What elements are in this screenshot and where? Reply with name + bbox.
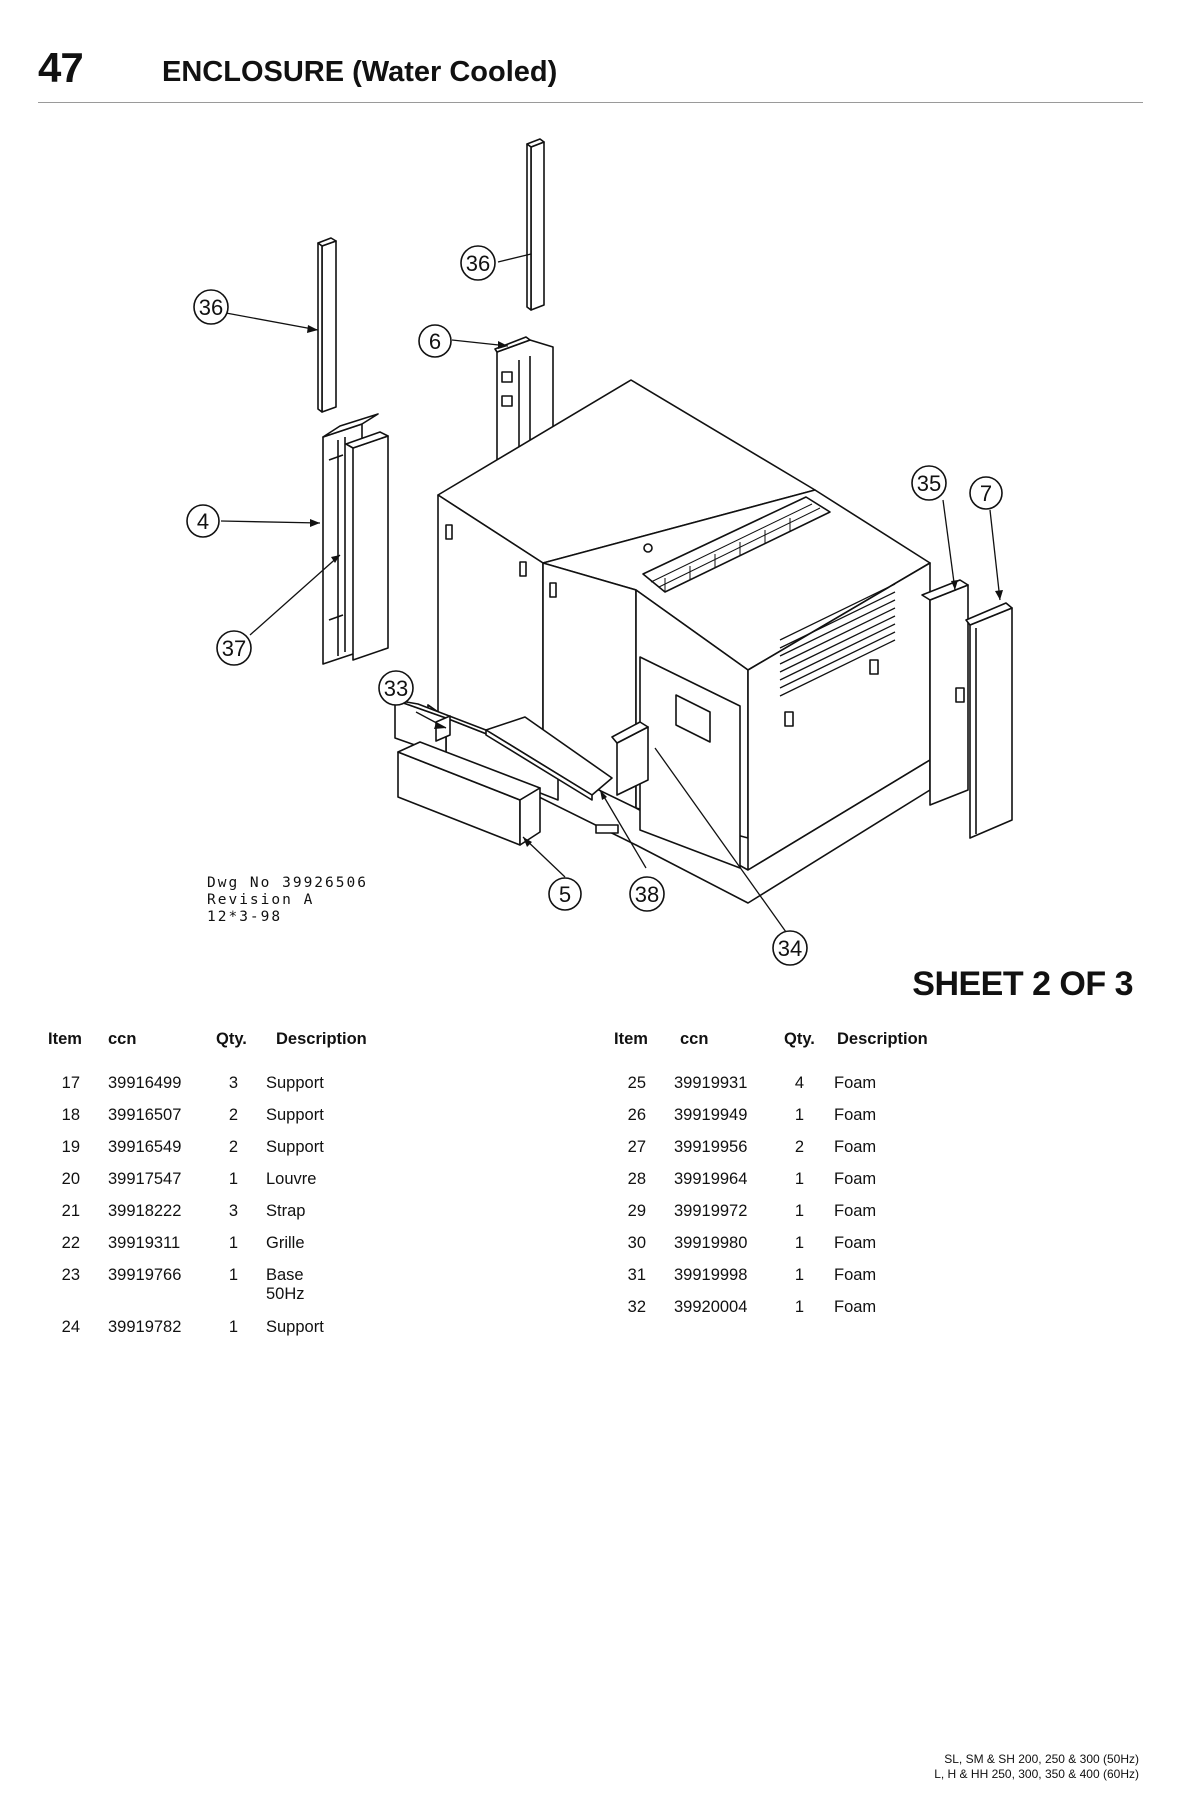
description: Support xyxy=(266,1106,324,1124)
column-header-description: Description xyxy=(837,1030,928,1048)
drawing-reference xyxy=(207,875,368,926)
description: Foam xyxy=(834,1298,877,1316)
table-row xyxy=(604,1266,1104,1286)
description: Grille xyxy=(266,1234,305,1252)
ccn: 39919766 xyxy=(108,1266,182,1284)
item-number: 28 xyxy=(627,1170,646,1188)
item-number: 18 xyxy=(61,1106,80,1124)
callout-38: 38 xyxy=(634,882,660,907)
quantity: 1 xyxy=(794,1106,804,1124)
item-number: 23 xyxy=(61,1266,80,1284)
sheet-label: SHEET 2 OF 3 xyxy=(912,965,1133,1003)
callout-4: 4 xyxy=(196,509,210,534)
table-row xyxy=(604,1202,1104,1222)
quantity: 2 xyxy=(228,1138,238,1156)
table-row xyxy=(38,1318,538,1338)
item-number: 22 xyxy=(61,1234,80,1252)
item-number: 25 xyxy=(627,1074,646,1092)
quantity: 4 xyxy=(794,1074,804,1092)
description-with-note xyxy=(266,1266,305,1304)
ccn: 39919311 xyxy=(108,1234,181,1252)
callout-34: 34 xyxy=(777,936,803,961)
ccn: 39919931 xyxy=(674,1074,748,1092)
drawing-revision: Revision A xyxy=(207,892,315,908)
ccn: 39920004 xyxy=(674,1298,748,1316)
footer-models-60hz: L, H & HH 250, 300, 350 & 400 (60Hz) xyxy=(934,1766,1139,1781)
quantity: 2 xyxy=(794,1138,804,1156)
item-number: 20 xyxy=(61,1170,80,1188)
ccn: 39919980 xyxy=(674,1234,748,1252)
column-header-item: Item xyxy=(614,1030,648,1048)
column-header-ccn: ccn xyxy=(108,1030,137,1048)
table-row xyxy=(38,1234,538,1254)
column-header-description: Description xyxy=(276,1030,367,1048)
table-row xyxy=(604,1298,1104,1318)
page-number: 47 xyxy=(38,44,83,91)
quantity: 3 xyxy=(228,1074,238,1092)
ccn: 39916499 xyxy=(108,1074,182,1092)
description: Louvre xyxy=(266,1170,317,1188)
description: Strap xyxy=(266,1202,306,1220)
description: Foam xyxy=(834,1266,877,1284)
item-number: 17 xyxy=(61,1074,80,1092)
quantity: 1 xyxy=(228,1170,238,1188)
callout-7: 7 xyxy=(979,481,993,506)
table-row xyxy=(604,1234,1104,1254)
quantity: 1 xyxy=(794,1298,804,1316)
description: Foam xyxy=(834,1170,877,1188)
item-number: 24 xyxy=(61,1318,80,1336)
callout-5: 5 xyxy=(558,882,572,907)
quantity: 1 xyxy=(228,1266,238,1284)
table-row xyxy=(38,1074,538,1094)
ccn: 39919949 xyxy=(674,1106,748,1124)
quantity: 1 xyxy=(794,1170,804,1188)
callout-36-left: 36 xyxy=(198,295,224,320)
description: Support xyxy=(266,1138,324,1156)
ccn: 39919964 xyxy=(674,1170,748,1188)
quantity: 1 xyxy=(228,1234,238,1252)
ccn: 39916549 xyxy=(108,1138,182,1156)
quantity: 1 xyxy=(794,1234,804,1252)
quantity: 1 xyxy=(794,1202,804,1220)
quantity: 2 xyxy=(228,1106,238,1124)
item-number: 29 xyxy=(627,1202,646,1220)
table-row xyxy=(38,1170,538,1190)
description-note: 50Hz xyxy=(266,1285,305,1303)
ccn: 39919956 xyxy=(674,1138,748,1156)
callout-37: 37 xyxy=(221,636,247,661)
description: Foam xyxy=(834,1202,877,1220)
table-row xyxy=(38,1106,538,1126)
description: Foam xyxy=(834,1106,877,1124)
table-row xyxy=(38,1202,538,1222)
ccn: 39919782 xyxy=(108,1318,182,1336)
description: Support xyxy=(266,1074,324,1092)
footer-models-50hz: SL, SM & SH 200, 250 & 300 (50Hz) xyxy=(944,1752,1139,1766)
callout-33: 33 xyxy=(383,676,409,701)
item-number: 27 xyxy=(627,1138,646,1156)
column-header-ccn: ccn xyxy=(680,1030,709,1048)
column-header-qty: Qty. xyxy=(784,1030,815,1048)
table-row xyxy=(604,1170,1104,1190)
item-number: 32 xyxy=(627,1298,646,1316)
table-row xyxy=(604,1074,1104,1094)
description: Base xyxy=(266,1266,304,1284)
ccn: 39919972 xyxy=(674,1202,748,1220)
table-row xyxy=(604,1138,1104,1158)
item-number: 30 xyxy=(627,1234,646,1252)
column-header-qty: Qty. xyxy=(216,1030,247,1048)
ccn: 39917547 xyxy=(108,1170,182,1188)
ccn: 39918222 xyxy=(108,1202,182,1220)
drawing-date: 12*3-98 xyxy=(207,909,283,925)
callout-36-right: 36 xyxy=(465,251,491,276)
table-row xyxy=(38,1138,538,1158)
item-number: 19 xyxy=(61,1138,80,1156)
page-title: ENCLOSURE (Water Cooled) xyxy=(162,56,558,88)
description: Support xyxy=(266,1318,324,1336)
column-header-item: Item xyxy=(48,1030,82,1048)
quantity: 1 xyxy=(228,1318,238,1336)
callout-6: 6 xyxy=(428,329,442,354)
table-row xyxy=(604,1106,1104,1126)
callout-35: 35 xyxy=(916,471,942,496)
page-footer xyxy=(934,1752,1139,1781)
drawing-number: Dwg No 39926506 xyxy=(207,875,368,891)
item-number: 26 xyxy=(627,1106,646,1124)
quantity: 3 xyxy=(228,1202,238,1220)
description: Foam xyxy=(834,1234,877,1252)
item-number: 21 xyxy=(61,1202,80,1220)
table-row xyxy=(38,1266,538,1303)
description: Foam xyxy=(834,1074,877,1092)
quantity: 1 xyxy=(794,1266,804,1284)
description: Foam xyxy=(834,1138,877,1156)
ccn: 39919998 xyxy=(674,1266,748,1284)
ccn: 39916507 xyxy=(108,1106,182,1124)
item-number: 31 xyxy=(627,1266,646,1284)
